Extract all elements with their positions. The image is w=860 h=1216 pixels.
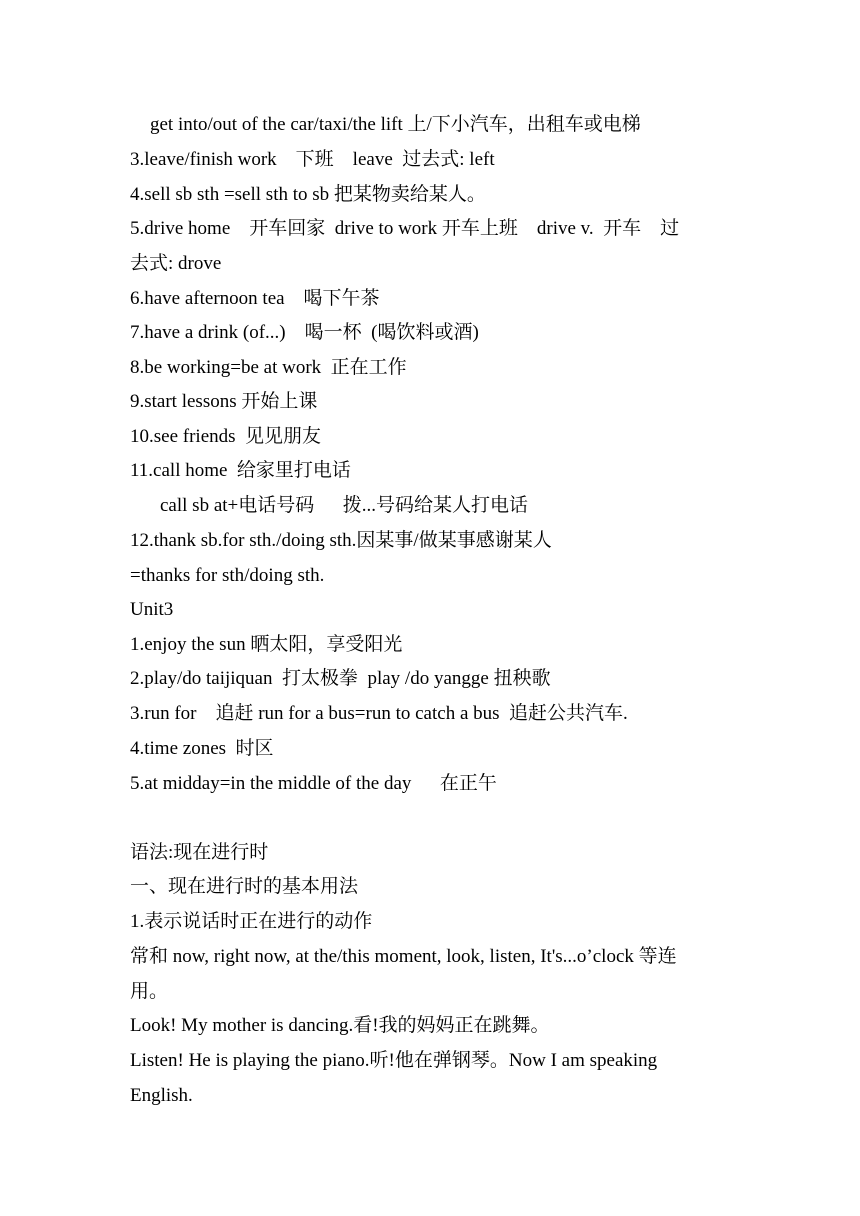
text-line: 5.drive home 开车回家 drive to work 开车上班 drive v. 开车 过 (130, 218, 680, 239)
text-line: 11.call home 给家里打电话 (130, 460, 351, 481)
text-line: get into/out of the car/taxi/the lift 上/下小汽车，出租车或电梯 (150, 114, 641, 135)
text-line: 4.sell sb sth =sell sth to sb 把某物卖给某人。 (130, 184, 486, 205)
text-line: 3.leave/finish work 下班 leave 过去式: left (130, 149, 495, 170)
text-line: 1.表示说话时正在进行的动作 (130, 911, 373, 932)
text-line: 10.see friends 见见朋友 (130, 426, 322, 447)
text-line: 8.be working=be at work 正在工作 (130, 357, 407, 378)
text-line: 2.play/do taijiquan 打太极拳 play /do yangge 扭秧歌 (130, 668, 551, 689)
text-line: 7.have a drink (of...) 喝一杯 (喝饮料或酒) (130, 322, 479, 343)
text-line: call sb at+电话号码 拨...号码给某人打电话 (160, 495, 528, 516)
text-line: 1.enjoy the sun 晒太阳，享受阳光 (130, 634, 403, 655)
text-line: 用。 (130, 981, 169, 1002)
text-line: =thanks for sth/doing sth. (130, 565, 325, 586)
text-line: Look! My mother is dancing.看!我的妈妈正在跳舞。 (130, 1015, 550, 1036)
section-heading: Unit3 (130, 599, 174, 620)
section-heading: 语法:现在进行时 (130, 842, 269, 863)
text-line: 去式: drove (130, 253, 222, 274)
text-line: 4.time zones 时区 (130, 738, 274, 759)
text-line: Listen! He is playing the piano.听!他在弹钢琴。Now I am speaking (130, 1050, 658, 1071)
text-line: 12.thank sb.for sth./doing sth.因某事/做某事感谢某人 (130, 530, 552, 551)
text-line: 一、现在进行时的基本用法 (130, 876, 359, 897)
text-line: 常和 now, right now, at the/this moment, look, listen, It's...o’clock 等连 (130, 946, 677, 967)
text-line: 3.run for 追赶 run for a bus=run to catch a bus 追赶公共汽车. (130, 703, 628, 724)
text-line: 9.start lessons 开始上课 (130, 391, 318, 412)
text-line: 5.at midday=in the middle of the day 在正午 (130, 773, 497, 794)
text-line: English. (130, 1085, 193, 1106)
text-line: 6.have afternoon tea 喝下午茶 (130, 288, 380, 309)
